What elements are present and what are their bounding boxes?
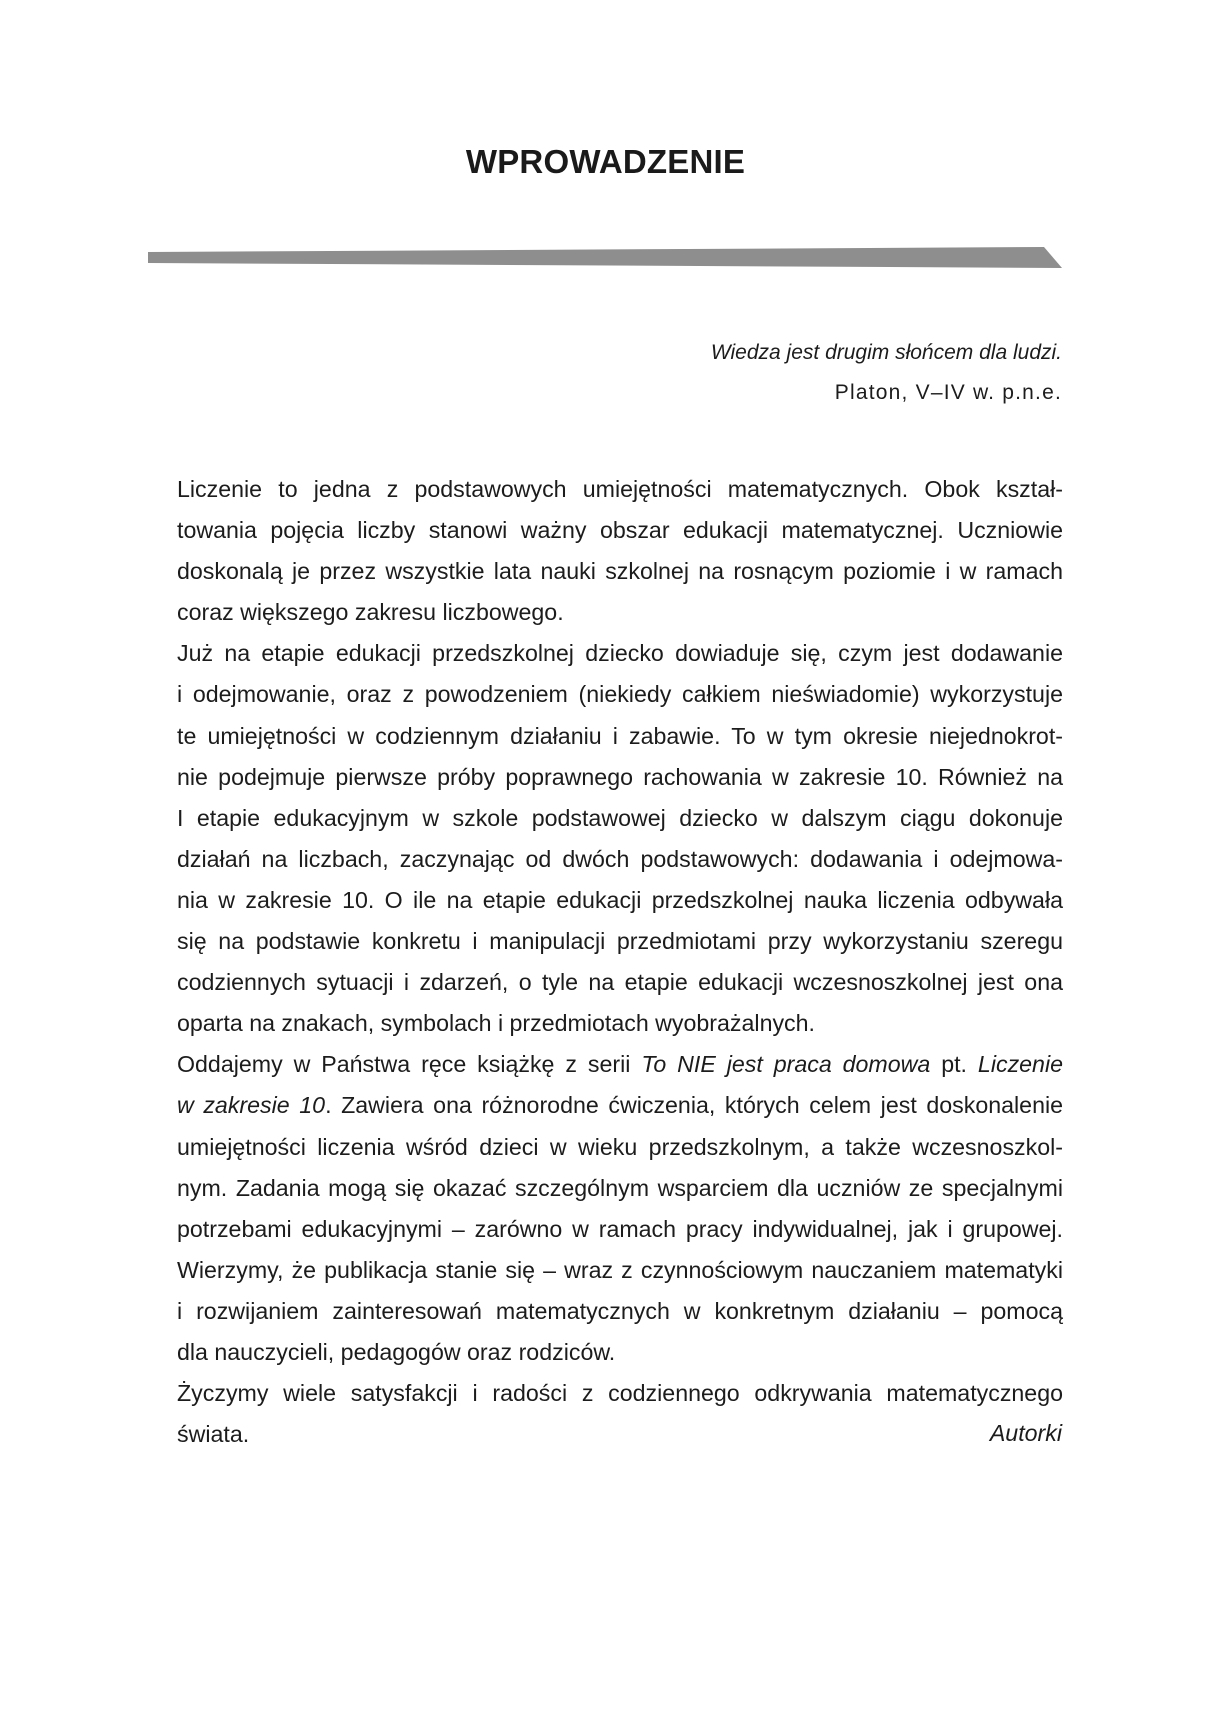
book-title-part: w zakresie 10	[177, 1092, 326, 1119]
text-run: pt.	[930, 1051, 978, 1078]
paragraph-3	[149, 1044, 1063, 1373]
paragraph-line: się na podstawie konkretu i manipulacji przedmiotami przy wykorzystaniu szeregu	[177, 928, 1063, 955]
paragraph-line: Już na etapie edukacji przedszkolnej dziecko dowiaduje się, czym jest dodawanie	[177, 640, 1063, 667]
page-title: WPROWADZENIE	[465, 143, 746, 180]
epigraph-source: Platon, V–IV w. p.n.e.	[834, 381, 1062, 404]
text-run: . Zawiera ona różnorodne ćwiczenia, których celem jest doskonalenie	[325, 1092, 1064, 1119]
paragraph-line: te umiejętności w codziennym działaniu i zabawie. To w tym okresie niejednokrot-	[177, 722, 1063, 749]
series-title: To NIE jest praca domowa	[641, 1051, 931, 1078]
paragraph-line: nym. Zadania mogą się okazać szczególnym wsparciem dla uczniów ze specjalnymi	[177, 1174, 1063, 1201]
paragraph-line: oparta na znakach, symbolach i przedmiotach wyobrażalnych.	[177, 1010, 815, 1037]
paragraph-1	[149, 469, 1063, 633]
paragraph-line: doskonalą je przez wszystkie lata nauki szkolnej na rosnącym poziomie i w ramach	[177, 558, 1063, 585]
paragraph-line	[149, 1044, 1063, 1085]
paragraph-line: nie podejmuje pierwsze próby poprawnego rachowania w zakresie 10. Również na	[177, 763, 1063, 790]
paragraph-line: umiejętności liczenia wśród dzieci w wieku przedszkolnym, a także wczesnoszkol-	[177, 1133, 1063, 1160]
paragraph-2	[149, 633, 1063, 1044]
paragraph-line: Liczenie to jedna z podstawowych umiejętności matematycznych. Obok kształ-	[177, 476, 1063, 502]
paragraph-line: coraz większego zakresu liczbowego.	[177, 599, 564, 626]
paragraph-line	[149, 1085, 1063, 1126]
paragraph-line: i odejmowanie, oraz z powodzeniem (niekiedy całkiem nieświadomie) wykorzystuje	[177, 681, 1063, 708]
paragraph-line: Życzymy wiele satysfakcji i radości z codziennego odkrywania matematycznego	[177, 1380, 1063, 1407]
paragraph-line: potrzebami edukacyjnymi – zarówno w ramach pracy indywidualnej, jak i grupowej.	[177, 1215, 1063, 1242]
signature: Autorki	[989, 1420, 1062, 1446]
epigraph-quote: Wiedza jest drugim słońcem dla ludzi.	[710, 341, 1062, 364]
paragraph-line: świata.	[177, 1421, 250, 1448]
paragraph-4	[149, 1373, 1063, 1455]
paragraph-line: Wierzymy, że publikacja stanie się – wraz z czynnościowym nauczaniem matematyki	[177, 1256, 1063, 1283]
decorative-rule-shape	[148, 247, 1062, 268]
paragraph-line: nia w zakresie 10. O ile na etapie edukacji przedszkolnej nauka liczenia odbywała	[177, 886, 1063, 913]
paragraph-line: i rozwijaniem zainteresowań matematycznych w konkretnym działaniu – pomocą	[177, 1297, 1063, 1324]
paragraph-line: I etapie edukacyjnym w szkole podstawowej dziecko w dalszym ciągu dokonuje	[177, 804, 1063, 831]
body-text	[149, 469, 1063, 1455]
paragraph-line: codziennych sytuacji i zdarzeń, o tyle na etapie edukacji wczesnoszkolnej jest ona	[177, 969, 1063, 996]
paragraph-line: działań na liczbach, zaczynając od dwóch podstawowych: dodawania i odejmowa-	[177, 845, 1063, 872]
epigraph	[711, 333, 1062, 413]
text-run: Oddajemy w Państwa ręce książkę z serii	[177, 1051, 642, 1078]
paragraph-line: towania pojęcia liczby stanowi ważny obszar edukacji matematycznej. Uczniowie	[177, 517, 1063, 544]
decorative-rule	[148, 247, 1062, 268]
book-title-part: Liczenie	[977, 1051, 1063, 1078]
paragraph-line: dla nauczycieli, pedagogów oraz rodziców.	[177, 1338, 616, 1365]
